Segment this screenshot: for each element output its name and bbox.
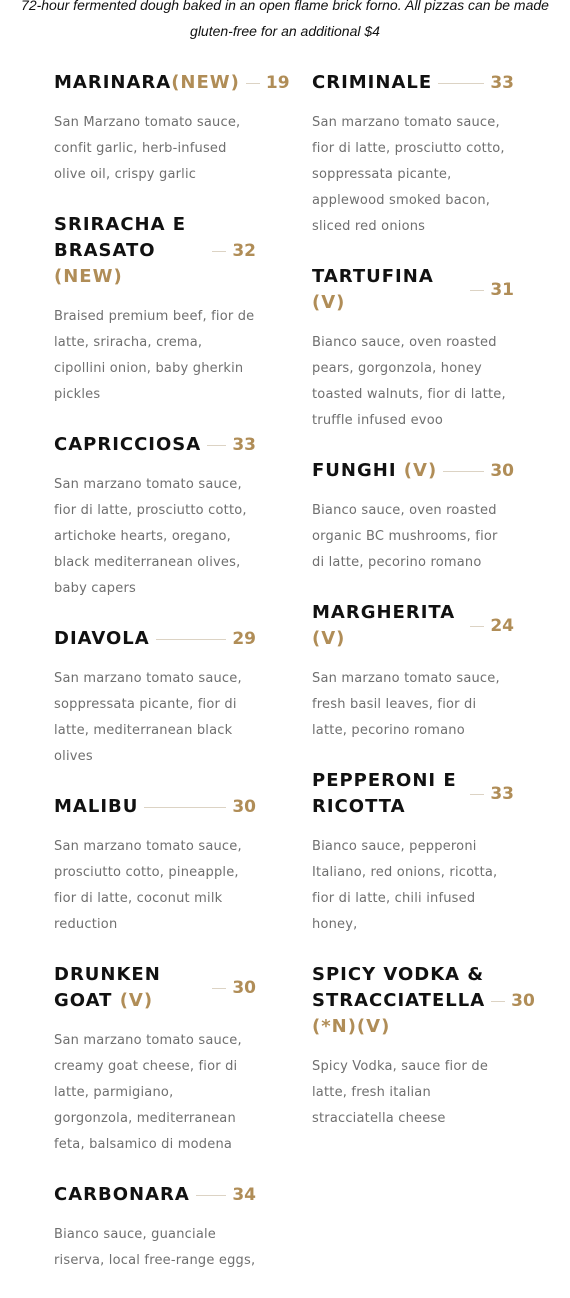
menu-item — [54, 626, 256, 770]
menu-item-tag: (V) — [312, 628, 346, 649]
menu-item-price: 34 — [232, 1185, 256, 1205]
menu-item-price: 33 — [490, 73, 514, 93]
dotted-leader-rule — [212, 988, 226, 989]
menu-item-description: San marzano tomato sauce, soppressata picante, fior di latte, mediterranean black olives — [54, 671, 242, 764]
menu-item-header — [312, 768, 514, 820]
menu-item-header — [54, 70, 290, 96]
menu-item-price: 19 — [265, 73, 290, 93]
menu-item-price: 29 — [232, 629, 256, 649]
menu-item-name — [312, 70, 432, 96]
menu-item-title: CARBONARA — [54, 1184, 190, 1205]
menu-item-header — [312, 264, 514, 316]
menu-item-description: San marzano tomato sauce, fresh basil leaves, fior di latte, pecorino romano — [312, 671, 500, 738]
menu-item-title: DIAVOLA — [54, 628, 150, 649]
dotted-leader-rule — [196, 1195, 227, 1196]
menu-item-header — [312, 70, 514, 96]
menu-column-right — [312, 70, 535, 1156]
menu-item-name — [312, 768, 464, 820]
menu-item-name — [54, 212, 206, 290]
menu-item-description: San marzano tomato sauce, fior di latte, prosciutto cotto, soppressata picante, applewood smoked bacon, sliced red onions — [312, 115, 505, 234]
menu-item-title: SRIRACHA E BRASATO — [54, 214, 187, 261]
menu-item — [54, 432, 256, 602]
dotted-leader-rule — [212, 251, 226, 252]
menu-item-price: 30 — [490, 461, 514, 481]
menu-item-header — [54, 1182, 256, 1208]
menu-item-header — [54, 212, 256, 290]
dotted-leader-rule — [443, 471, 484, 472]
menu-item-header — [312, 600, 514, 652]
menu-item-price: 24 — [490, 616, 514, 636]
menu-column-left — [54, 70, 290, 1298]
menu-item-title: SPICY VODKA & STRACCIATELLA — [312, 964, 486, 1011]
menu-item-price: 33 — [232, 435, 256, 455]
menu-item-header — [54, 626, 256, 652]
dotted-leader-rule — [491, 1001, 505, 1002]
menu-item-name — [54, 1182, 190, 1208]
menu-item-price: 30 — [232, 978, 256, 998]
menu-item-price: 33 — [490, 784, 514, 804]
menu-item-title: MARINARA — [54, 72, 172, 93]
menu-item — [54, 794, 256, 938]
menu-item-name — [54, 432, 201, 458]
dotted-leader-rule — [207, 445, 226, 446]
dotted-leader-rule — [470, 290, 484, 291]
menu-item-title: CAPRICCIOSA — [54, 434, 202, 455]
menu-item — [312, 600, 514, 744]
dotted-leader-rule — [156, 639, 227, 640]
menu-item — [312, 264, 514, 434]
menu-item-tag: (NEW) — [54, 266, 123, 287]
menu-intro-text: 72-hour fermented dough baked in an open flame brick forno. All pizzas can be made gluten-free for an additional $4 — [21, 0, 549, 39]
menu-item-description: Braised premium beef, fior de latte, sriracha, crema, cipollini onion, baby gherkin pickles — [54, 309, 255, 402]
menu-item-name — [54, 70, 240, 96]
menu-item-description: Bianco sauce, oven roasted organic BC mushrooms, fior di latte, pecorino romano — [312, 503, 498, 570]
menu-item-description: San Marzano tomato sauce, confit garlic, herb-infused olive oil, crispy garlic — [54, 115, 241, 182]
menu-item-price: 30 — [511, 991, 535, 1011]
menu-item-tag: (*N)(V) — [312, 1016, 391, 1037]
dotted-leader-rule — [438, 83, 484, 84]
menu-item — [54, 212, 256, 408]
menu-item-name — [312, 264, 464, 316]
menu-item-description: Spicy Vodka, sauce fior de latte, fresh italian stracciatella cheese — [312, 1059, 489, 1126]
menu-item-name — [54, 626, 150, 652]
menu-item-header — [312, 962, 535, 1040]
menu-item-header — [54, 432, 256, 458]
menu-item — [54, 1182, 256, 1274]
menu-item-title: PEPPERONI E RICOTTA — [312, 770, 457, 817]
menu-item-description: Bianco sauce, pepperoni Italiano, red onions, ricotta, fior di latte, chili infused honey, — [312, 839, 498, 932]
menu-item — [312, 962, 535, 1132]
menu-item-tag: (V) — [312, 292, 346, 313]
menu-item-price: 32 — [232, 241, 256, 261]
menu-item-name — [312, 962, 485, 1040]
dotted-leader-rule — [470, 626, 484, 627]
menu-item — [312, 70, 514, 240]
dotted-leader-rule — [144, 807, 226, 808]
menu-item — [54, 70, 290, 188]
menu-item-name — [54, 794, 138, 820]
menu-item-title: TARTUFINA — [312, 266, 434, 287]
menu-item-name — [54, 962, 206, 1014]
menu-item-description: San marzano tomato sauce, creamy goat cheese, fior di latte, parmigiano, gorgonzola, mediterranean feta, balsamico di modena — [54, 1033, 242, 1152]
menu-item-header — [312, 458, 514, 484]
menu-item-header — [54, 794, 256, 820]
menu-item-tag: (V) — [403, 460, 438, 481]
menu-item-description: San marzano tomato sauce, prosciutto cotto, pineapple, fior di latte, coconut milk reduction — [54, 839, 242, 932]
menu-item — [54, 962, 256, 1158]
dotted-leader-rule — [470, 794, 484, 795]
menu-item-tag: (NEW) — [171, 72, 240, 93]
menu-item-description: Bianco sauce, oven roasted pears, gorgonzola, honey toasted walnuts, fior di latte, truffle infused evoo — [312, 335, 506, 428]
menu-item-title: DRUNKEN GOAT — [54, 964, 161, 1011]
menu-item-name — [312, 458, 437, 484]
menu-item — [312, 768, 514, 938]
menu-item-title: CRIMINALE — [312, 72, 433, 93]
menu-item-tag: (V) — [119, 990, 154, 1011]
menu-item-description: San marzano tomato sauce, fior di latte, prosciutto cotto, artichoke hearts, oregano, black mediterranean olives, baby capers — [54, 477, 247, 596]
menu-item-name — [312, 600, 464, 652]
menu-item-price: 31 — [490, 280, 514, 300]
menu-item-header — [54, 962, 256, 1014]
menu-item-title: MARGHERITA — [312, 602, 456, 623]
dotted-leader-rule — [246, 83, 260, 84]
menu-item — [312, 458, 514, 576]
menu-item-title: MALIBU — [54, 796, 139, 817]
menu-item-price: 30 — [232, 797, 256, 817]
menu-item-title: FUNGHI — [312, 460, 397, 481]
menu-item-description: Bianco sauce, guanciale riserva, local free-range eggs, — [54, 1227, 256, 1268]
